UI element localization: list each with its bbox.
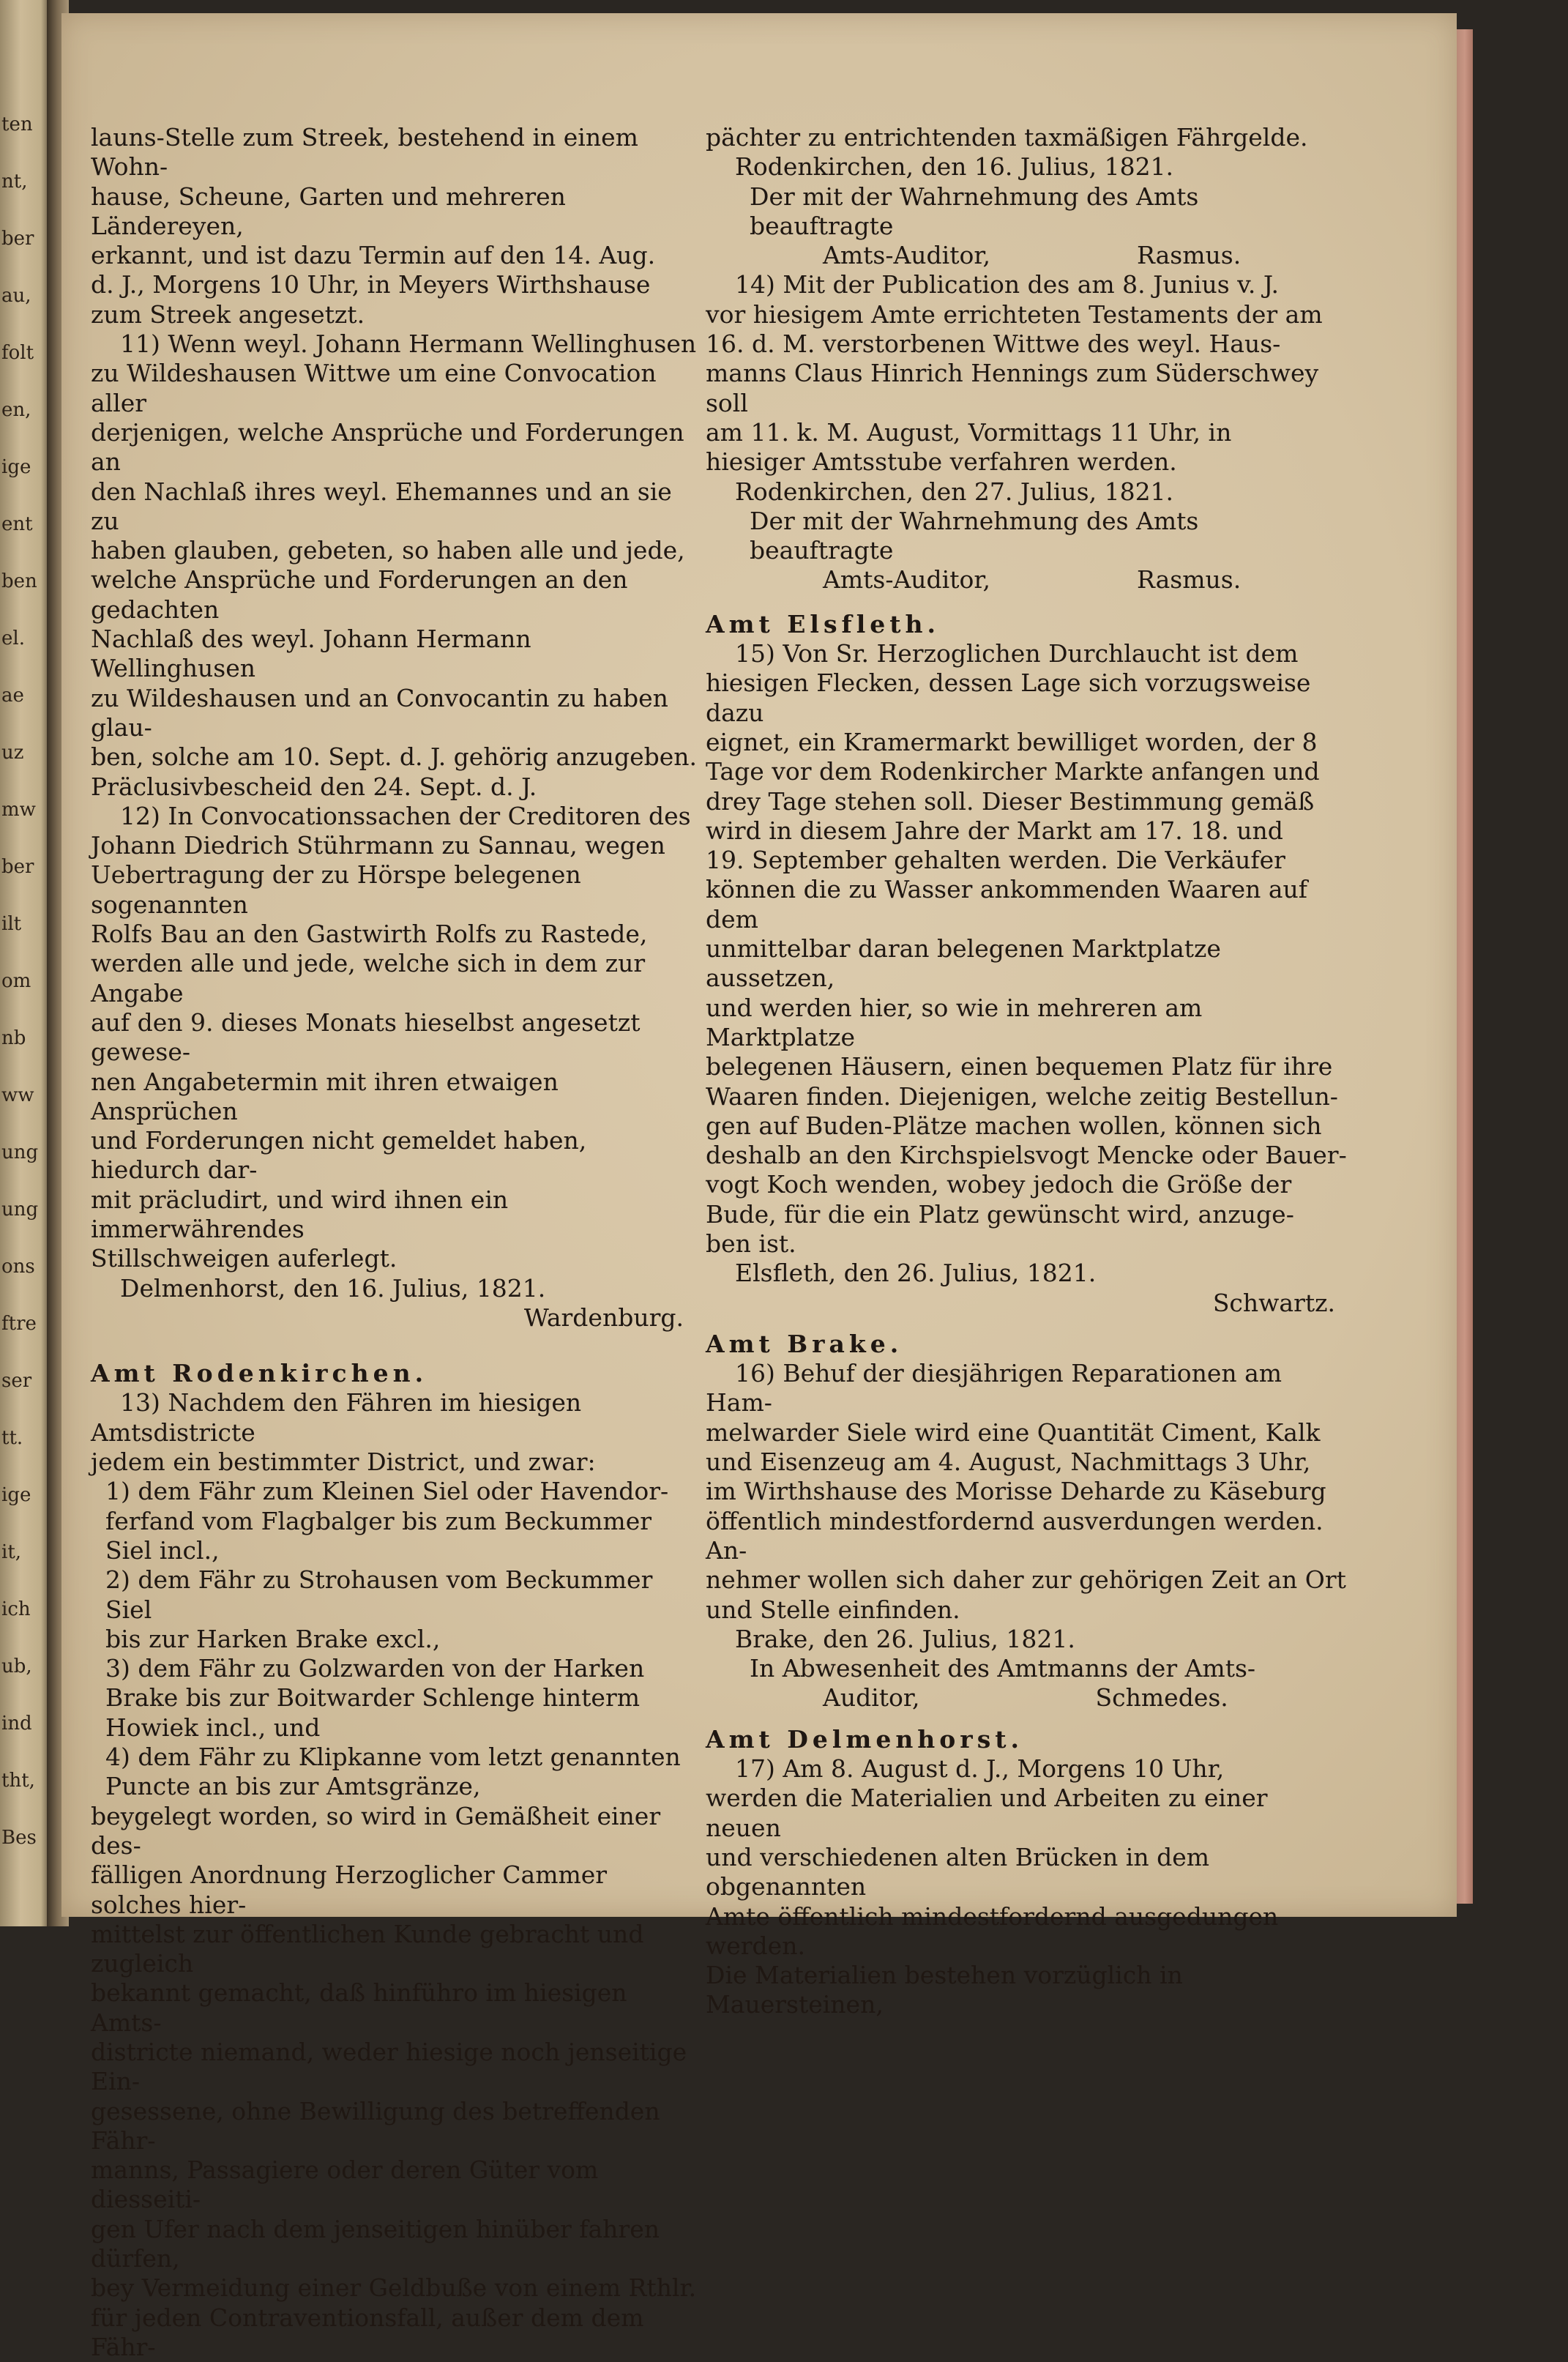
margin-stub: ten (1, 113, 33, 135)
margin-stub: Bes (1, 1827, 37, 1849)
heading-amt-rodenkirchen: Amt Rodenkirchen. (91, 1359, 428, 1388)
paragraph-13-rest: beygelegt worden, so wird in Gemäßheit einer des- fälligen Anordnung Herzoglicher Cammer solches hier- mittelst zur öffentlichen Kunde gebracht und zugleich bekannt gemacht, daß hinführo im hiesigen Amts- districte niemand, weder hiesige noch jenseitige Ein- gesessene, ohne Bewilligung des betreffenden Fähr- manns, Passagiere oder deren Güter vom diesseiti- gen Ufer nach dem jenseitigen hinüber fahren dürfen, bey Vermeidung einer Geldbuße von einem Rthlr. für jeden Contraventionsfall, außer dem dem Fähr- (91, 1801, 697, 2361)
margin-stub: ich (1, 1598, 31, 1620)
date-12: Delmenhorst, den 16. Julius, 1821. (120, 1273, 546, 1303)
list-item: 2) dem Fähr zu Strohausen vom Beckummer Siel bis zur Harken Brake excl., (105, 1565, 653, 1653)
authority-13-sign (706, 241, 1350, 270)
left-column (91, 123, 698, 2362)
page-edge-right (1457, 29, 1473, 1904)
margin-stub: ben (1, 570, 37, 592)
paragraph-14: 14) Mit der Publication des am 8. Junius v. J. vor hiesigem Amte errichteten Testaments der am 16. d. M. verstorbenen Wittwe des weyl. Haus- manns Claus Hinrich Hennings zum Süderschwey soll am 11. k. M. August, Vormittags 11 Uhr, in hiesiger Amtsstube verfahren werden. (706, 270, 1323, 477)
paragraph-13-intro: 13) Nachdem den Fähren im hiesigen Amtsdistricte jedem ein bestimmter District, und zwar: (91, 1388, 596, 1477)
auth-name: Rasmus. (1137, 565, 1242, 595)
auth-name: Schmedes. (1095, 1683, 1228, 1713)
paragraph-11: 11) Wenn weyl. Johann Hermann Wellinghusen zu Wildeshausen Wittwe um eine Convocation aller derjenigen, welche Ansprüche und Forderungen an den Nachlaß ihres weyl. Ehemannes und an sie zu haben glauben, gebeten, so haben alle und jede, welche Ansprüche und Forderungen an den gedachten Nachlaß des weyl. Johann Hermann Wellinghusen zu Wildeshausen und an Convocantin zu haben glau- ben, solche am 10. Sept. d. J. gehörig anzugeben. Präclusivbescheid den 24. Sept. d. J. (91, 329, 698, 801)
margin-stub: ub, (1, 1655, 32, 1677)
margin-stub: nb (1, 1027, 26, 1049)
date-15: Elsfleth, den 26. Julius, 1821. (735, 1259, 1097, 1288)
list-item: 4) dem Fähr zu Klipkanne vom letzt genannten Puncte an bis zur Amtsgränze, (105, 1743, 681, 1801)
margin-stub: au, (1, 285, 31, 307)
auth-title: Amts-Auditor, (823, 565, 991, 595)
margin-stub: el. (1, 627, 25, 649)
paragraph-16: 16) Behuf der diesjährigen Reparationen am Ham- melwarder Siele wird eine Quantität Ciment, Kalk und Eisenzeug am 4. August, Nachmittags 3 Uhr, im Wirthshause des Morisse Deharde zu Käseburg öffentlich mindestfordernd ausverdungen werden. An- nehmer wollen sich daher zur gehörigen Zeit an Ort und Stelle einfinden. (706, 1359, 1346, 1624)
margin-stub: folt (1, 342, 34, 364)
margin-stub: ww (1, 1084, 34, 1106)
paragraph-17: 17) Am 8. August d. J., Morgens 10 Uhr, werden die Materialien und Arbeiten zu einer neuen und verschiedenen alten Brücken in dem obgenannten Amte öffentlich mindestfordernd ausgedungen werden. Die Materialien bestehen vorzüglich in Mauersteinen, (706, 1754, 1279, 2019)
margin-stub: ilt (1, 913, 22, 935)
authority-14: Der mit der Wahrnehmung des Amts beauftragte (750, 506, 1206, 565)
date-13: Rodenkirchen, den 16. Julius, 1821. (735, 152, 1174, 182)
margin-stub: ind (1, 1713, 32, 1735)
date-16: Brake, den 26. Julius, 1821. (735, 1624, 1075, 1653)
margin-stub: ser (1, 1370, 32, 1392)
signature-schwartz: Schwartz. (1212, 1288, 1335, 1317)
auth-title: Auditor, (823, 1683, 920, 1713)
margin-stub: tt. (1, 1427, 23, 1449)
heading-amt-brake: Amt Brake. (706, 1329, 903, 1358)
list-item: 3) dem Fähr zu Golzwarden von der Harken Brake bis zur Boitwarder Schlenge hinterm Howiek incl., und (105, 1654, 645, 1742)
left-page-edge (0, 0, 51, 1926)
page (61, 13, 1457, 2361)
list-item: 1) dem Fähr zum Kleinen Siel oder Havendor- ferfand vom Flagbalger bis zum Beckummer Siel incl., (105, 1477, 669, 1565)
heading-amt-delmenhorst: Amt Delmenhorst. (706, 1724, 1024, 1754)
margin-stub: mw (1, 799, 36, 821)
paragraph-13-list (91, 1477, 698, 1801)
authority-14-sign (706, 565, 1350, 595)
paragraph-13-end: pächter zu entrichtenden taxmäßigen Fährgelde. (706, 123, 1308, 152)
margin-stub: ung (1, 1141, 39, 1163)
authority-16: In Abwesenheit des Amtmanns der Amts- (750, 1654, 1256, 1683)
margin-stub: ons (1, 1256, 35, 1278)
margin-stub: uz (1, 742, 24, 764)
margin-stub: ige (1, 1484, 31, 1506)
auth-name: Rasmus. (1137, 241, 1242, 270)
paragraph-15: 15) Von Sr. Herzoglichen Durchlaucht ist dem hiesigen Flecken, dessen Lage sich vorzugsweise dazu eignet, ein Kramermarkt bewilliget worden, der 8 Tage vor dem Rodenkircher Markte anfangen und drey Tage stehen soll. Dieser Bestimmung gemäß wird in diesem Jahre der Markt am 17. 18. und 19. September gehalten werden. Die Verkäufer können die zu Wasser ankommenden Waaren auf dem unmittelbar daran belegenen Marktplatze aussetzen, und werden hier, so wie in mehreren am Marktplatze belegenen Häusern, einen bequemen Platz für ihre Waaren finden. Diejenigen, welche zeitig Bestellun- gen auf Buden-Plätze machen wollen, können sich deshalb an den Kirchspielsvogt Mencke oder Bauer- vogt Koch wenden, wobey jedoch die Größe der Bude, für die ein Platz gewünscht wird, anzuge- ben ist. (706, 639, 1347, 1258)
signature-wardenburg: Wardenburg. (523, 1303, 684, 1332)
heading-amt-elsfleth: Amt Elsfleth. (706, 609, 940, 638)
margin-stub: en, (1, 399, 31, 421)
margin-stub: ige (1, 456, 31, 478)
margin-stub: tht, (1, 1770, 35, 1792)
margin-stub: ent (1, 513, 33, 535)
authority-13: Der mit der Wahrnehmung des Amts beauftragte (750, 182, 1206, 240)
margin-stub: ber (1, 856, 34, 878)
margin-stub: ae (1, 685, 24, 707)
margin-stub: ung (1, 1199, 39, 1221)
authority-16-sign (706, 1683, 1350, 1713)
date-14: Rodenkirchen, den 27. Julius, 1821. (735, 477, 1174, 506)
margin-stub: ftre (1, 1313, 37, 1335)
margin-stub: nt, (1, 171, 28, 193)
auth-title: Amts-Auditor, (823, 241, 991, 270)
left-paragraph-10-end: launs-Stelle zum Streek, bestehend in einem Wohn- hause, Scheune, Garten und mehreren Ländereyen, erkannt, und ist dazu Termin auf den 14. Aug. d. J., Morgens 10 Uhr, in Meyers Wirthshause zum Streek angesetzt. (91, 123, 656, 329)
margin-stub: ber (1, 228, 34, 250)
margin-stub: om (1, 970, 31, 992)
margin-stub: it, (1, 1541, 22, 1563)
right-column (706, 123, 1350, 2020)
paragraph-12: 12) In Convocationssachen der Creditoren des Johann Diedrich Stührmann zu Sannau, wegen Uebertragung der zu Hörspe belegenen sogenannten Rolfs Bau an den Gastwirth Rolfs zu Rastede, werden alle und jede, welche sich in dem zur Angabe auf den 9. dieses Monats hieselbst angesetzt gewese- nen Angabetermin mit ihren etwaigen Ansprüchen und Forderungen nicht gemeldet haben, hiedurch dar- mit präcludirt, und wird ihnen ein immerwährendes Stillschweigen auferlegt. (91, 801, 691, 1273)
